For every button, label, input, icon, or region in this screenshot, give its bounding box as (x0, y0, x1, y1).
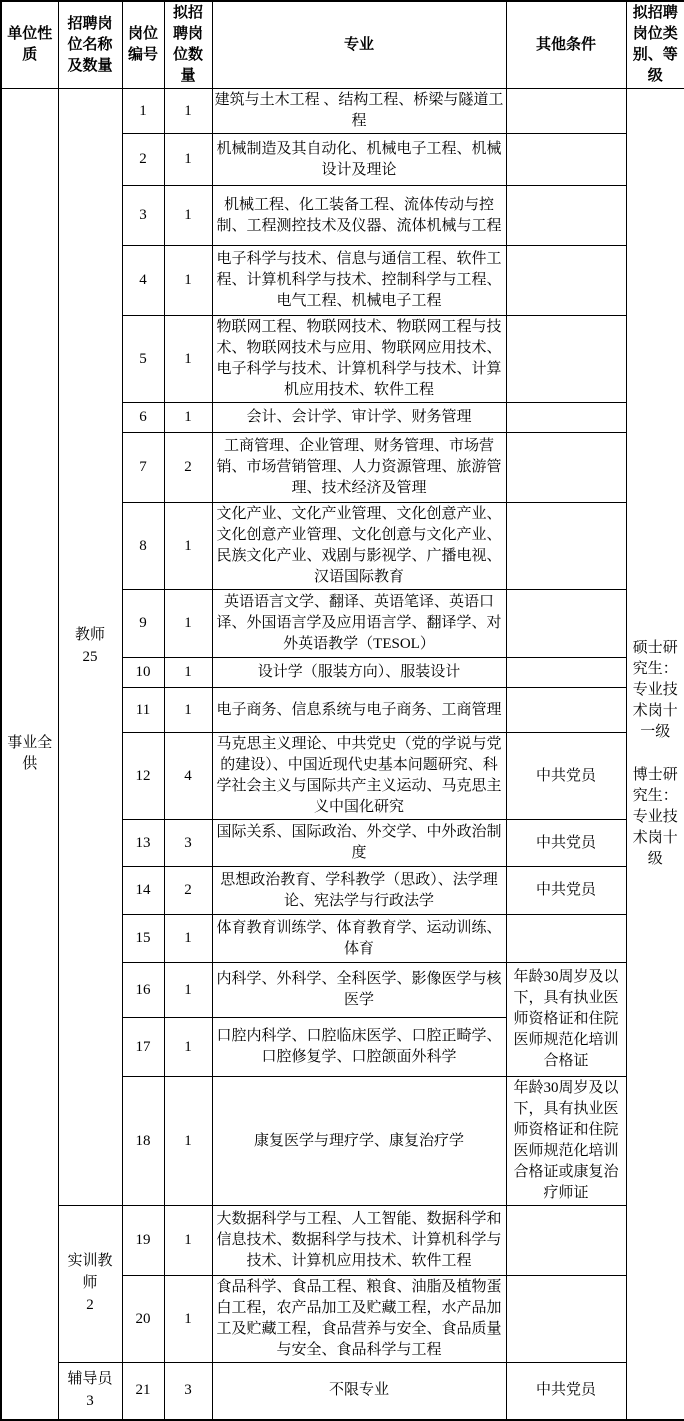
condition-cell (506, 186, 626, 246)
category-level-doctor: 博士研究生：专业技术岗十级 (632, 766, 678, 867)
condition-cell: 中共党员 (506, 733, 626, 820)
position-no-cell: 18 (122, 1077, 164, 1206)
headcount-cell: 1 (164, 134, 212, 186)
major-cell: 建筑与土木工程 、结构工程、桥梁与隧道工程 (212, 89, 506, 134)
major-cell: 思想政治教育、学科教学（思政）、法学理论、宪法学与行政法学 (212, 867, 506, 915)
condition-cell (506, 134, 626, 186)
table-row (1, 1206, 684, 1276)
group-teacher-cell (58, 89, 122, 1206)
unit-nature-cell: 事业全供 (1, 89, 58, 1420)
headcount-cell: 1 (164, 915, 212, 963)
group-name: 辅导员 (67, 1371, 113, 1387)
headcount-cell: 1 (164, 688, 212, 733)
table-row (1, 89, 684, 134)
condition-cell: 中共党员 (506, 867, 626, 915)
headcount-cell: 3 (164, 1363, 212, 1420)
major-cell: 电子科学与技术、信息与通信工程、软件工程、计算机科学与技术、控制科学与工程、电气工程、机械电子工程 (212, 246, 506, 316)
condition-cell (506, 688, 626, 733)
major-cell: 马克思主义理论、中共党史（党的学说与党的建设）、中国近现代史基本问题研究、科学社会主义与国际共产主义运动、马克思主义中国化研究 (212, 733, 506, 820)
major-cell: 不限专业 (212, 1363, 506, 1420)
position-no-cell: 3 (122, 186, 164, 246)
condition-cell: 中共党员 (506, 820, 626, 867)
position-no-cell: 1 (122, 89, 164, 134)
major-cell: 康复医学与理疗学、康复治疗学 (212, 1077, 506, 1206)
major-cell: 英语语言文学、翻译、英语笔译、英语口译、外国语言学及应用语言学、翻译学、对外英语教学（TESOL） (212, 590, 506, 658)
headcount-cell: 1 (164, 503, 212, 590)
group-trainer-cell (58, 1206, 122, 1363)
position-no-cell: 16 (122, 963, 164, 1018)
position-no-cell: 19 (122, 1206, 164, 1276)
headcount-cell: 1 (164, 403, 212, 433)
condition-cell (506, 316, 626, 403)
major-cell: 口腔内科学、口腔临床医学、口腔正畸学、口腔修复学、口腔颌面外科学 (212, 1018, 506, 1077)
condition-cell (506, 246, 626, 316)
headcount-cell: 1 (164, 590, 212, 658)
headcount-cell: 1 (164, 658, 212, 688)
position-no-cell: 5 (122, 316, 164, 403)
position-no-cell: 13 (122, 820, 164, 867)
major-cell: 文化产业、文化产业管理、文化创意产业、文化创意产业管理、文化创意与文化产业、民族文化产业、戏剧与影视学、广播电视、汉语国际教育 (212, 503, 506, 590)
position-no-cell: 17 (122, 1018, 164, 1077)
position-no-cell: 14 (122, 867, 164, 915)
headcount-cell: 1 (164, 1276, 212, 1363)
header-planned-count: 拟招聘岗位数量 (164, 1, 212, 89)
headcount-cell: 3 (164, 820, 212, 867)
position-no-cell: 8 (122, 503, 164, 590)
major-cell: 内科学、外科学、全科医学、影像医学与核医学 (212, 963, 506, 1018)
major-cell: 国际关系、国际政治、外交学、中外政治制度 (212, 820, 506, 867)
headcount-cell: 1 (164, 246, 212, 316)
condition-cell: 年龄30周岁及以下，具有执业医师资格证和住院医师规范化培训合格证或康复治疗师证 (506, 1077, 626, 1206)
position-no-cell: 9 (122, 590, 164, 658)
group-name: 实训教师 (67, 1253, 113, 1292)
position-no-cell: 11 (122, 688, 164, 733)
group-count: 3 (86, 1392, 94, 1409)
condition-cell (506, 433, 626, 503)
condition-cell (506, 1276, 626, 1363)
headcount-cell: 1 (164, 1077, 212, 1206)
header-other-conditions: 其他条件 (506, 1, 626, 89)
headcount-cell: 1 (164, 963, 212, 1018)
condition-cell (506, 590, 626, 658)
headcount-cell: 1 (164, 89, 212, 134)
headcount-cell: 2 (164, 433, 212, 503)
headcount-cell: 1 (164, 1018, 212, 1077)
category-level-master: 硕士研究生：专业技术岗十一级 (632, 639, 678, 740)
group-name: 教师 (74, 627, 105, 644)
position-no-cell: 12 (122, 733, 164, 820)
major-cell: 工商管理、企业管理、财务管理、市场营销、市场营销管理、人力资源管理、旅游管理、技术经济及管理 (212, 433, 506, 503)
category-level-cell (626, 89, 684, 1420)
condition-cell: 中共党员 (506, 1363, 626, 1420)
major-cell: 机械工程、化工装备工程、流体传动与控制、工程测控技术及仪器、流体机械与工程 (212, 186, 506, 246)
position-no-cell: 7 (122, 433, 164, 503)
group-count: 2 (86, 1296, 94, 1313)
major-cell: 物联网工程、物联网技术、物联网工程与技术、物联网技术与应用、物联网应用技术、电子科学与技术、计算机科学与技术、计算机应用技术、软件工程 (212, 316, 506, 403)
condition-cell (506, 1206, 626, 1276)
headcount-cell: 1 (164, 1206, 212, 1276)
condition-cell (506, 658, 626, 688)
condition-cell (506, 503, 626, 590)
headcount-cell: 1 (164, 316, 212, 403)
major-cell: 会计、会计学、审计学、财务管理 (212, 403, 506, 433)
major-cell: 食品科学、食品工程、粮食、油脂及植物蛋白工程，农产品加工及贮藏工程，水产品加工及贮藏工程，食品营养与安全、食品质量与安全、食品科学与工程 (212, 1276, 506, 1363)
position-no-cell: 15 (122, 915, 164, 963)
header-unit-nature: 单位性质 (1, 1, 58, 89)
headcount-cell: 1 (164, 186, 212, 246)
group-count: 25 (82, 649, 98, 665)
header-category-level: 拟招聘岗位类别、等级 (626, 1, 684, 89)
condition-cell (506, 915, 626, 963)
position-no-cell: 21 (122, 1363, 164, 1420)
condition-cell-merged: 年龄30周岁及以下，具有执业医师资格证和住院医师规范化培训合格证 (506, 963, 626, 1077)
position-no-cell: 6 (122, 403, 164, 433)
header-major: 专业 (212, 1, 506, 89)
position-no-cell: 20 (122, 1276, 164, 1363)
condition-cell (506, 403, 626, 433)
headcount-cell: 4 (164, 733, 212, 820)
major-cell: 设计学（服装方向）、服装设计 (212, 658, 506, 688)
header-position-name-count: 招聘岗位名称及数量 (58, 1, 122, 89)
position-no-cell: 2 (122, 134, 164, 186)
header-row (1, 1, 684, 89)
major-cell: 体育教育训练学、体育教育学、运动训练、体育 (212, 915, 506, 963)
position-no-cell: 4 (122, 246, 164, 316)
major-cell: 电子商务、信息系统与电子商务、工商管理 (212, 688, 506, 733)
major-cell: 大数据科学与工程、人工智能、数据科学和信息技术、数据科学与技术、计算机科学与技术、计算机应用技术、软件工程 (212, 1206, 506, 1276)
condition-cell (506, 89, 626, 134)
major-cell: 机械制造及其自动化、机械电子工程、机械设计及理论 (212, 134, 506, 186)
header-position-no: 岗位编号 (122, 1, 164, 89)
headcount-cell: 2 (164, 867, 212, 915)
position-no-cell: 10 (122, 658, 164, 688)
